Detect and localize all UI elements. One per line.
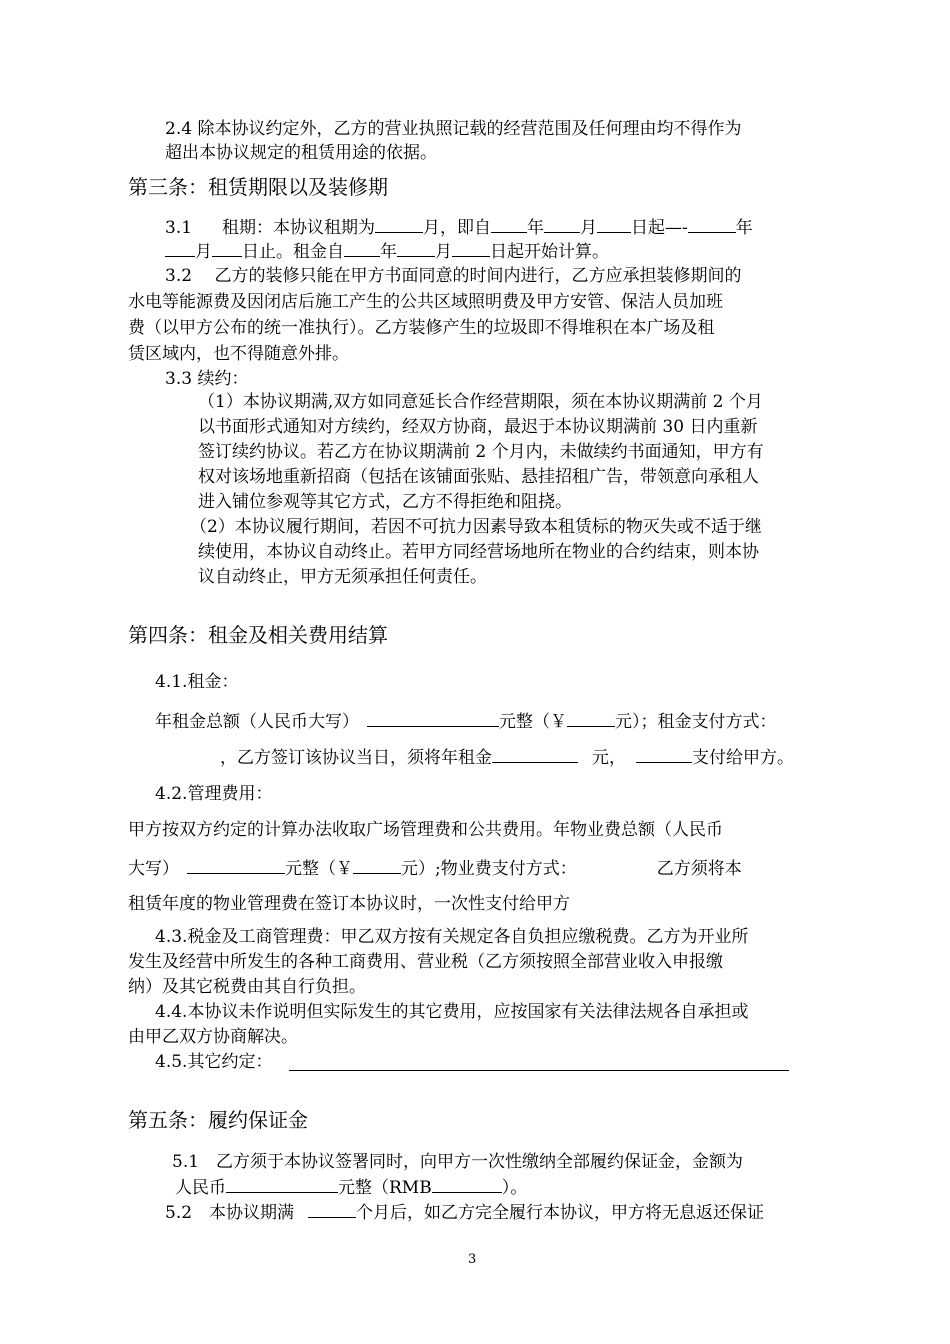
rent-month-blank [397,238,435,257]
year-label: 年 [735,218,753,238]
clause-3-1-line-2 [165,238,609,264]
clause-4-5-label: 4.5.其它约定： [155,1052,273,1072]
annual-rent-words-blank [367,708,499,727]
rent-due-label: ，乙方签订该协议当日，须将年租金 [220,748,492,768]
yuan-label: 元整（￥ [285,859,353,879]
clause-4-1-title: 4.1.租金： [155,672,239,692]
clause-5-1-line-1: 5.1 乙方须于本协议签署同时，向甲方一次性缴纳全部履约保证金，金额为 [172,1152,744,1172]
month-label: 月 [195,242,212,262]
yuan-label: 元， [592,748,626,768]
rent-from-label: 日止。租金自 [242,242,344,262]
article-5-heading: 第五条：履约保证金 [128,1108,308,1132]
year-label: 年 [527,218,545,238]
clause-4-2-line-3: 租赁年度的物业管理费在签订本协议时，一次性支付给甲方 [128,894,570,914]
lease-from-label: 月，即自 [423,218,492,238]
lease-term-label: 租期：本协议租期为 [222,218,376,238]
closing-paren: ）。 [501,1178,528,1198]
annual-rent-number-blank [567,708,615,727]
rent-start-label: 日起开始计算。 [490,242,609,262]
clause-3-3-1-line-4: 权对该场地重新招商（包括在该铺面张贴、悬挂招租广告，带领意向承租人 [198,467,759,487]
month-label: 月 [580,218,598,238]
months-after-blank [308,1199,356,1218]
clause-3-2-line-2: 水电等能源费及因闭店后施工产生的公共区域照明费及甲方安管、保洁人员加班 [128,292,723,312]
clause-4-1-line-1 [155,708,777,734]
clause-3-3-title: 3.3 续约： [165,369,249,389]
month-label: 月 [435,242,452,262]
start-month-blank [544,214,580,233]
clause-3-3-2-line-3: 议自动终止，甲方无须承担任何责任。 [198,567,487,587]
rent-payment-method-label: 元）；租金支付方式： [615,712,777,732]
annual-rent-label: 年租金总额（人民币大写） [155,712,359,732]
clause-5-1-line-2 [175,1174,527,1200]
clause-4-4-line-1: 4.4.本协议未作说明但实际发生的其它费用，应按国家有关法律法规各自承担或 [155,1002,749,1022]
clause-5-2-line-1 [165,1199,764,1225]
clause-3-3-1-line-3: 签订续约协议。若乙方在协议期满前 2 个月内，未做续约书面通知，甲方有 [198,442,764,462]
rmb-label: 人民币 [175,1178,226,1198]
clause-4-2-title: 4.2.管理费用： [155,784,273,804]
clause-3-2-line-1: 3.2 乙方的装修只能在甲方书面同意的时间内进行，乙方应承担装修期间的 [165,266,742,286]
party-b-must-label: 乙方须将本 [656,859,742,879]
end-day-blank [212,238,242,257]
clause-3-3-1-line-5: 进入铺位参观等其它方式，乙方不得拒绝和阻挠。 [198,492,572,512]
deposit-words-blank [226,1174,338,1193]
clause-4-2-line-1: 甲方按双方约定的计算办法收取广场管理费和公共费用。年物业费总额（人民币 [128,820,723,840]
end-month-blank [165,238,195,257]
clause-3-3-2-line-1: （2）本协议履行期间，若因不可抗力因素导致本租赁标的物灭失或不适于继 [190,517,762,537]
other-terms-blank [289,1070,789,1071]
property-fee-number-blank [353,855,401,874]
year-label: 年 [380,242,397,262]
clause-3-2-line-4: 赁区域内，也不得随意外排。 [128,344,349,364]
clause-4-3-line-2: 发生及经营中所发生的各种工商费用、营业税（乙方须按照全部营业收入申报缴 [128,952,723,972]
rent-amount-blank [492,744,578,763]
from-day-label: 日起—- [631,218,688,238]
article-3-heading: 第三条：租赁期限以及装修期 [128,175,388,199]
clause-3-3-1-line-2: 以书面形式通知对方续约，经双方协商，最迟于本协议期满前 30 日内重新 [198,417,758,437]
yuan-label: 元整（￥ [499,712,567,732]
uppercase-label: 大写） [128,859,179,879]
page-number: 3 [468,1252,477,1267]
start-year-blank [491,214,527,233]
clause-3-2-line-3: 费（以甲方公布的统一准执行）。乙方装修产生的垃圾即不得堆积在本广场及租 [128,318,715,338]
clause-4-4-line-2: 由甲乙双方协商解决。 [128,1027,298,1047]
clause-3-1-number: 3.1 [165,218,193,238]
rent-year-blank [344,238,380,257]
clause-4-2-line-2 [128,855,742,881]
clause-4-1-line-2 [220,744,794,770]
deposit-number-blank [432,1174,502,1193]
clause-4-3-line-1: 4.3.税金及工商管理费：甲乙双方按有关规定各自负担应缴税费。乙方为开业所 [155,927,749,947]
rent-day-blank [452,238,490,257]
pay-to-party-a-label: 支付给甲方。 [692,748,794,768]
clause-3-1-line-1 [165,214,753,240]
lease-months-blank [375,214,423,233]
property-fee-words-blank [187,855,285,874]
start-day-blank [597,214,631,233]
article-4-heading: 第四条：租金及相关费用结算 [128,623,388,647]
clause-3-3-2-line-2: 续使用，本协议自动终止。若甲方同经营场地所在物业的合约结束，则本协 [198,542,759,562]
clause-2-4-line-2: 超出本协议规定的租赁用途的依据。 [165,143,437,163]
agreement-expiry-label: 5.2 本协议期满 [165,1203,295,1223]
yuan-rmb-label: 元整（RMB [338,1178,432,1198]
rent-method-blank [636,744,692,763]
end-year-blank [688,214,736,233]
clause-2-4-line-1: 2.4 除本协议约定外，乙方的营业执照记载的经营范围及任何理由均不得作为 [165,119,742,139]
clause-4-3-line-3: 纳）及其它税费由其自行负担。 [128,977,366,997]
clause-3-3-1-line-1: （1）本协议期满,双方如同意延长合作经营期限，须在本协议期满前 2 个月 [198,392,763,412]
property-fee-method-label: 元）;物业费支付方式： [401,859,577,879]
deposit-return-label: 个月后，如乙方完全履行本协议，甲方将无息返还保证 [356,1203,765,1223]
